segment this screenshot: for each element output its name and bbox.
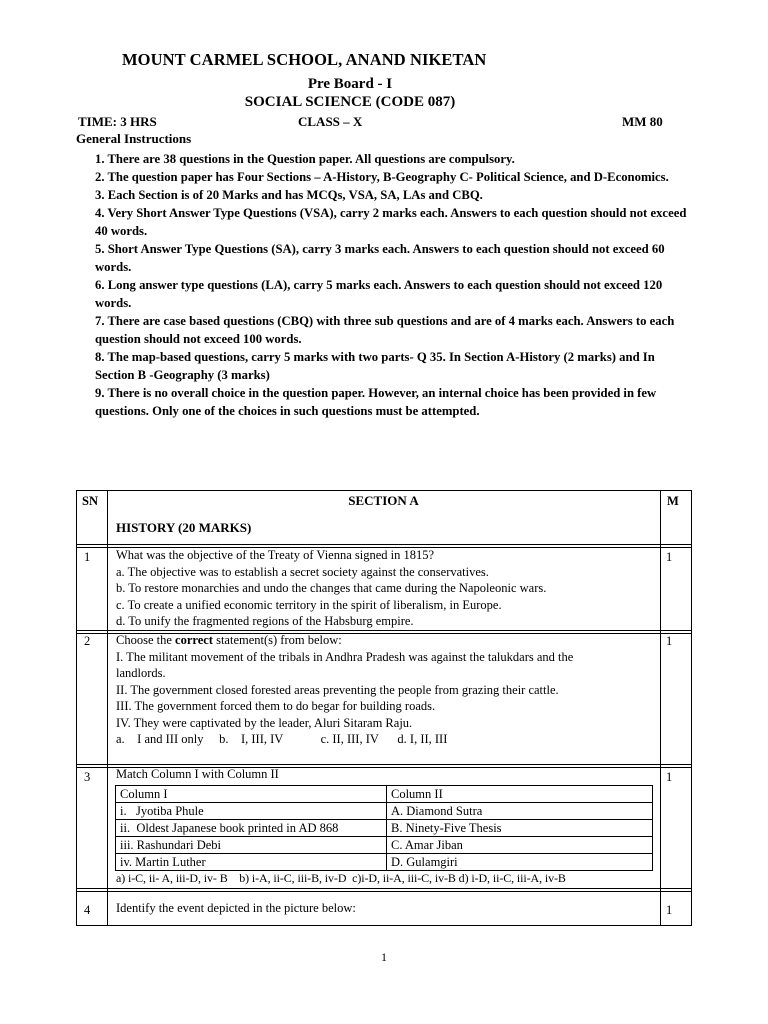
exam-title: Pre Board - I	[307, 76, 393, 92]
statement-line: II. The government closed forested areas preventing the people from grazing their cattle.	[116, 682, 559, 697]
question-text: What was the objective of the Treaty of Vienna signed in 1815?	[116, 548, 435, 562]
question-text: Identify the event depicted in the picture below:	[116, 901, 356, 915]
column-divider	[107, 490, 108, 926]
marks-header: M	[667, 494, 679, 508]
question-text	[116, 632, 661, 649]
table-row	[116, 820, 653, 837]
instruction-item: 5. Short Answer Type Questions (SA), carry 3 marks each. Answers to each question should not exceed 60 words.	[95, 242, 665, 274]
answer-options: a. I and III only b. I, III, IV c. II, III, IV d. I, II, III	[116, 732, 448, 746]
question-marks: 1	[666, 634, 673, 648]
table-cell: C. Amar Jiban	[387, 837, 653, 854]
question-suffix: statement(s) from below:	[212, 633, 342, 647]
table-cell: iii. Rashundari Debi	[116, 837, 387, 854]
instruction-item: 6. Long answer type questions (LA), carry 5 marks each. Answers to each question should not exceed 120 words.	[95, 278, 663, 310]
question-2	[116, 632, 661, 748]
column-header: Column II	[387, 786, 653, 803]
page-number: 1	[381, 950, 387, 964]
class-label: CLASS – X	[298, 114, 363, 129]
instructions-title: General Instructions	[76, 131, 192, 146]
section-subheading: HISTORY (20 MARKS)	[116, 520, 252, 535]
table-cell: ii. Oldest Japanese book printed in AD 868	[116, 820, 387, 837]
option-a: a. The objective was to establish a secret society against the conservatives.	[116, 564, 489, 579]
row-divider	[76, 888, 692, 892]
table-row	[116, 837, 653, 854]
instruction-item: 8. The map-based questions, carry 5 marks with two parts- Q 35. In Section A-History (2 marks) and In Section B -Geography (3 marks)	[95, 350, 655, 382]
statement-line: IV. They were captivated by the leader, Aluri Sitaram Raju.	[116, 715, 413, 730]
table-border-bottom	[76, 925, 692, 926]
option-b: b. To restore monarchies and undo the changes that came during the Napoleonic wars.	[116, 581, 547, 595]
option-c: c. To create a unified economic territory in the spirit of liberalism, in Europe.	[116, 597, 502, 612]
table-border-top	[76, 490, 692, 491]
column-header: Column I	[116, 786, 387, 803]
subject-title: SOCIAL SCIENCE (CODE 087)	[244, 94, 456, 110]
table-row	[116, 803, 653, 820]
question-prefix: Choose the	[116, 633, 176, 647]
option-d: d. To unify the fragmented regions of the Habsburg empire.	[116, 614, 414, 628]
answer-options: a) i-C, ii- A, iii-D, iv- B b) i-A, ii-C, iii-B, iv-D c)i-D, ii-A, iii-C, iv-B d) i-D, ii-C, iii-A, iv-B	[116, 871, 566, 885]
question-table	[76, 490, 692, 926]
instruction-item: 7. There are case based questions (CBQ) with three sub questions and are of 4 marks each. Answers to each question should not exceed 100 words.	[95, 314, 675, 346]
table-border-right	[691, 490, 692, 926]
table-cell: iv. Martin Luther	[116, 854, 387, 871]
max-marks-label: MM 80	[622, 114, 663, 129]
question-1	[116, 547, 661, 630]
time-label: TIME: 3 HRS	[78, 114, 157, 129]
statement-line: I. The militant movement of the tribals in Andhra Pradesh was against the talukdars and the	[116, 649, 574, 664]
table-cell: D. Gulamgiri	[387, 854, 653, 871]
match-table	[115, 785, 653, 871]
question-text: Match Column I with Column II	[116, 767, 279, 781]
instruction-item: 1. There are 38 questions in the Question paper. All questions are compulsory.	[95, 152, 515, 166]
table-row	[116, 786, 653, 803]
table-cell: A. Diamond Sutra	[387, 803, 653, 820]
school-name: MOUNT CARMEL SCHOOL, ANAND NIKETAN	[122, 50, 487, 69]
question-number: 4	[84, 903, 91, 917]
table-cell: B. Ninety-Five Thesis	[387, 820, 653, 837]
statement-line: landlords.	[116, 666, 166, 680]
question-emphasis: correct	[175, 633, 213, 647]
table-border-left	[76, 490, 77, 926]
table-cell: i. Jyotiba Phule	[116, 803, 387, 820]
question-number: 1	[84, 550, 91, 564]
question-marks: 1	[666, 770, 673, 784]
instruction-item: 3. Each Section is of 20 Marks and has MCQs, VSA, SA, LAs and CBQ.	[95, 188, 483, 202]
section-heading: SECTION A	[348, 493, 419, 508]
question-marks: 1	[666, 550, 673, 564]
instruction-item: 2. The question paper has Four Sections – A-History, B-Geography C- Political Science, and D-Economics.	[95, 170, 669, 184]
instruction-item: 4. Very Short Answer Type Questions (VSA), carry 2 marks each. Answers to each question should not exceed 40 words.	[95, 206, 687, 238]
table-row	[116, 854, 653, 871]
instructions-list	[95, 150, 695, 420]
sn-header: SN	[82, 494, 98, 508]
question-number: 2	[84, 634, 91, 648]
question-number: 3	[84, 770, 91, 784]
statement-line: III. The government forced them to do begar for building roads.	[116, 699, 436, 713]
instruction-item: 9. There is no overall choice in the question paper. However, an internal choice has been provided in few questions. Only one of the choices in such questions must be attempted.	[95, 386, 657, 418]
question-marks: 1	[666, 903, 673, 917]
